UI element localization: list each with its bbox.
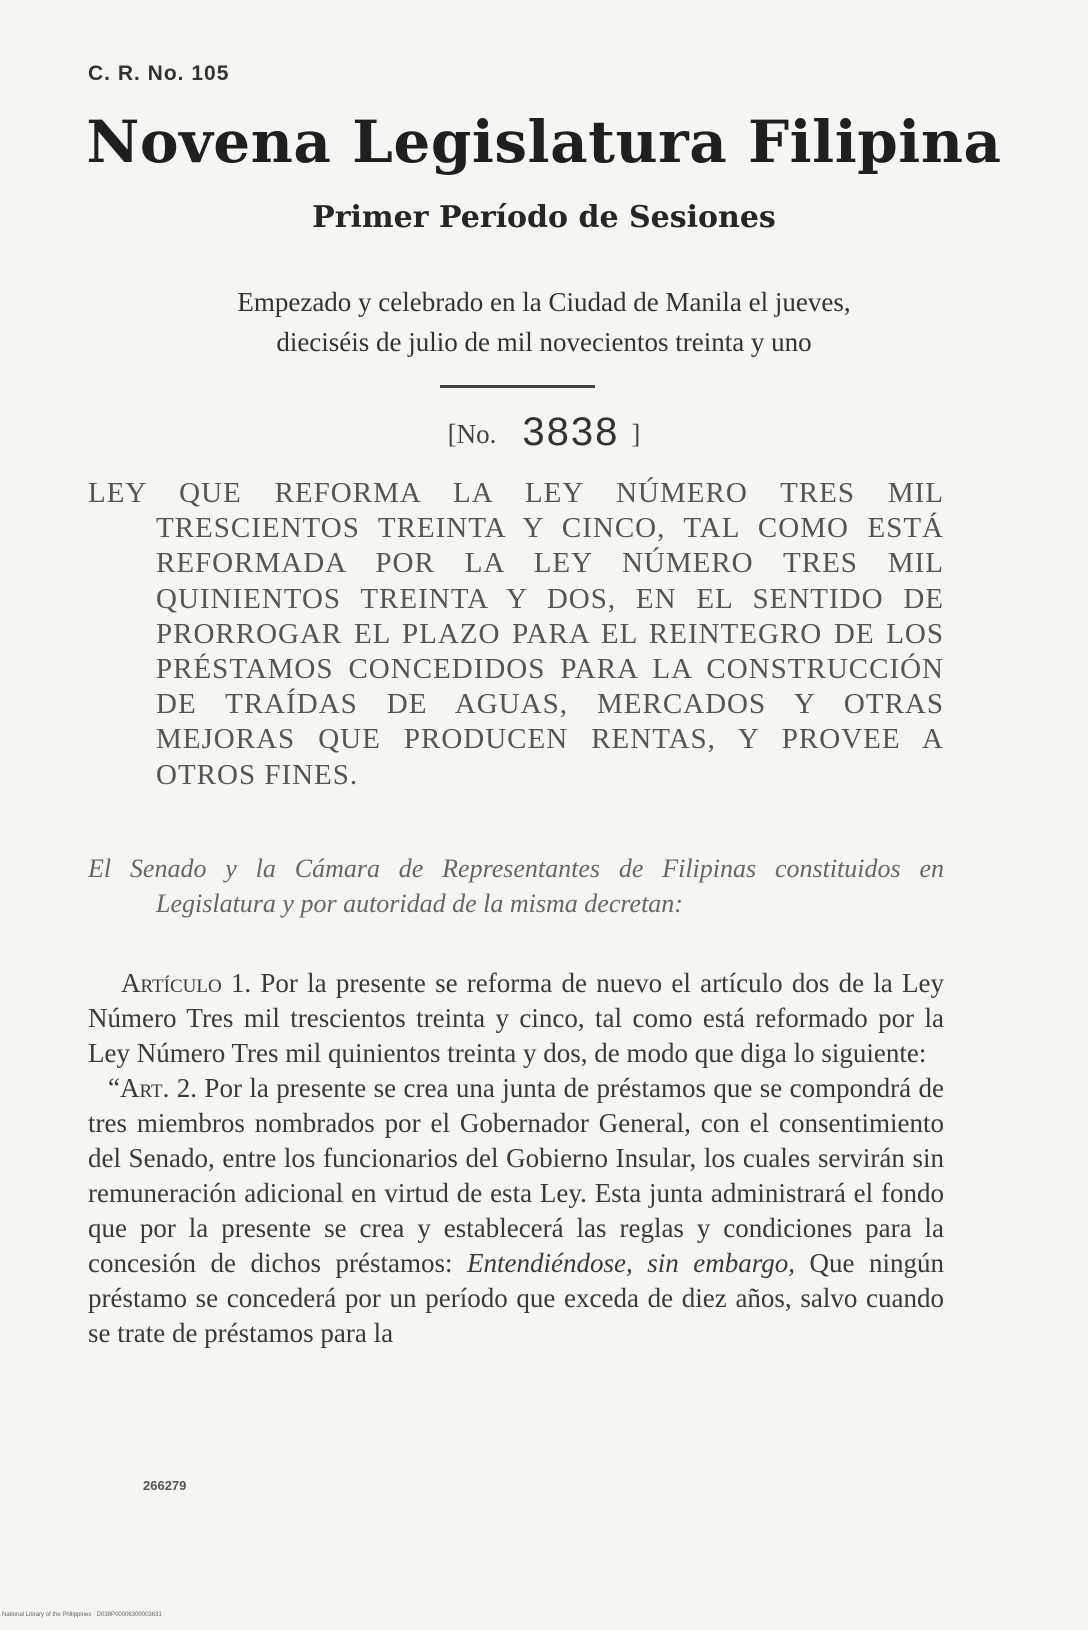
cr-number: C. R. No. 105: [88, 62, 230, 85]
print-number: 266279: [143, 1478, 187, 1493]
act-number-value: 3838: [522, 410, 620, 454]
section-1-text: Por la presente se reforma de nuevo el artículo dos de la Ley Número Tres mil trescientos treinta y cinco, tal como está reformado por la Ley Número Tres mil quinientos treinta y dos, de modo que diga lo siguiente:: [88, 968, 944, 1068]
enacting-clause-text: El Senado y la Cámara de Representantes de Filipinas constituidos en Legislatura y por autoridad de la misma decretan:: [88, 854, 944, 918]
article-2-proviso: Entendiéndose, sin embargo,: [467, 1248, 795, 1278]
archive-footer: National Library of the Philippines · D038P00006300003631: [2, 1612, 162, 1618]
article-2-text-before: Por la presente se crea una junta de préstamos que se compondrá de tres miembros nombrados por el Gobernador General, con el consentimiento del Senado, entre los funcionarios del Gobierno Insular, los cuales servirán sin remuneración adicional en virtud de esta Ley. Esta junta administrará el fondo que por la presente se crea y establecerá las reglas y condiciones para la concesión de dichos préstamos:: [88, 1073, 944, 1278]
opening-statement: [0, 282, 1088, 362]
session-subtitle: Primer Período de Sesiones: [312, 200, 776, 235]
legislature-title: Novena Legislatura Filipina: [86, 108, 1002, 176]
section-1-label: Artículo 1.: [121, 968, 252, 998]
act-number-suffix: ]: [631, 419, 641, 449]
divider-rule: [440, 385, 595, 388]
quoted-article-2: [88, 1071, 944, 1351]
law-body: [88, 966, 944, 1351]
opening-line-2: dieciséis de julio de mil novecientos treinta y uno: [276, 327, 812, 357]
law-title: [88, 476, 944, 793]
law-title-text: LEY QUE REFORMA LA LEY NÚMERO TRES MIL TRESCIENTOS TREINTA Y CINCO, TAL COMO ESTÁ REFORMADA POR LA LEY NÚMERO TRES MIL QUINIENTOS TREINTA Y DOS, EN EL SENTIDO DE PRORROGAR EL PLAZO PARA EL REINTEGRO DE LOS PRÉSTAMOS CONCEDIDOS PARA LA CONSTRUCCIÓN DE TRAÍDAS DE AGUAS, MERCADOS Y OTRAS MEJORAS QUE PRODUCEN RENTAS, Y PROVEE A OTROS FINES.: [88, 477, 944, 791]
article-2-text-after: Que ningún préstamo se concederá por un período que exceda de diez años, salvo cuando se trate de préstamos para la: [88, 1248, 945, 1348]
opening-line-1: Empezado y celebrado en la Ciudad de Manila el jueves,: [237, 287, 851, 317]
act-number-prefix: [No.: [447, 419, 497, 449]
act-number: [0, 408, 1088, 453]
article-2-label: “Art. 2.: [108, 1073, 198, 1103]
section-1: [88, 966, 944, 1071]
enacting-clause: [88, 851, 944, 921]
